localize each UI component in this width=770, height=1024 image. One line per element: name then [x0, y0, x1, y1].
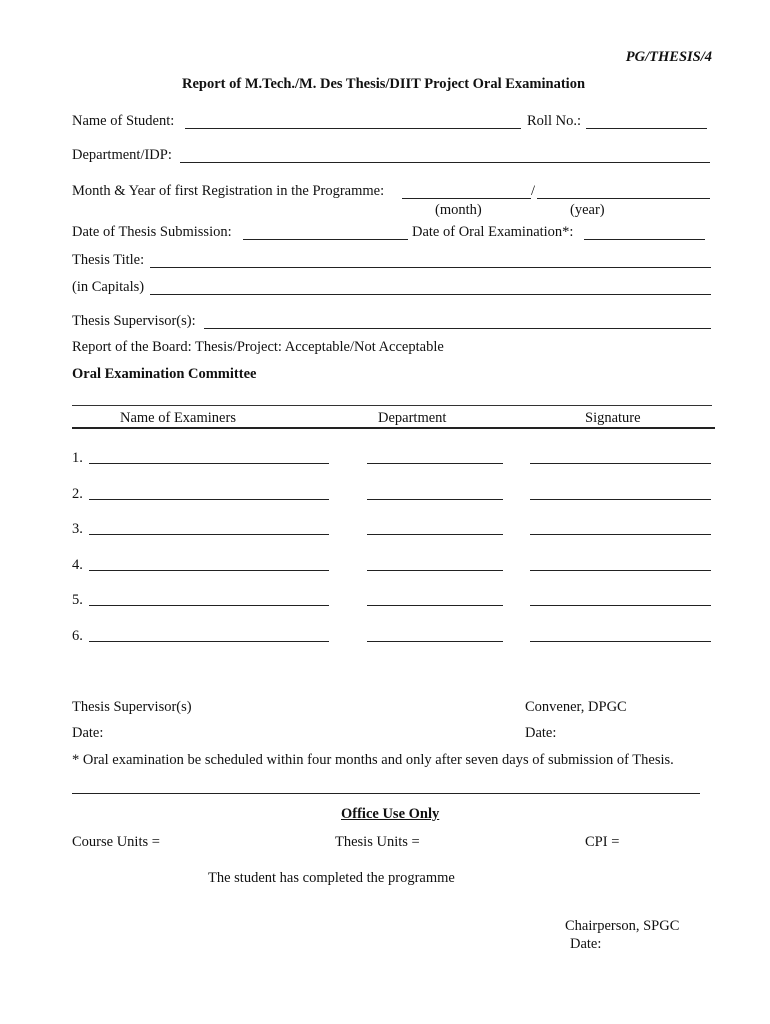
oral-date-field[interactable]	[584, 239, 705, 240]
board-report: Report of the Board: Thesis/Project: Acceptable/Not Acceptable	[72, 339, 444, 355]
capitals-label: (in Capitals)	[72, 279, 145, 295]
registration-separator: /	[531, 183, 536, 199]
supervisor-date-label: Date:	[72, 725, 104, 741]
chairperson-date-label: Date:	[570, 936, 602, 952]
examiner-name-field[interactable]	[89, 463, 329, 464]
office-divider	[72, 793, 700, 794]
examiner-signature-field[interactable]	[530, 534, 711, 535]
examiner-name-field[interactable]	[89, 641, 329, 642]
thesis-title-capitals-field[interactable]	[150, 294, 711, 295]
submission-date-field[interactable]	[243, 239, 408, 240]
examiner-name-field[interactable]	[89, 570, 329, 571]
examiner-name-field[interactable]	[89, 534, 329, 535]
completion-statement: The student has completed the programme	[208, 870, 455, 886]
form-code: PG/THESIS/4	[625, 49, 712, 65]
submission-date-label: Date of Thesis Submission:	[72, 224, 232, 240]
examiner-department-field[interactable]	[367, 499, 503, 500]
footnote: * Oral examination be scheduled within four months and only after seven days of submission of Thesis.	[72, 752, 674, 768]
supervisor-field[interactable]	[204, 328, 711, 329]
registration-label: Month & Year of first Registration in the Programme:	[72, 183, 385, 199]
examiner-signature-field[interactable]	[530, 641, 711, 642]
oral-date-label: Date of Oral Examination*:	[412, 224, 574, 240]
committee-table-header-rule	[72, 427, 715, 429]
examiner-department-field[interactable]	[367, 570, 503, 571]
examiner-row-number: 4.	[72, 557, 83, 573]
student-name-label: Name of Student:	[72, 113, 175, 129]
thesis-units-label: Thesis Units =	[335, 834, 420, 850]
supervisor-signature-label: Thesis Supervisor(s)	[72, 699, 192, 715]
convener-date-label: Date:	[525, 725, 557, 741]
chairperson-label: Chairperson, SPGC	[565, 918, 680, 934]
examiner-signature-field[interactable]	[530, 463, 711, 464]
examiner-name-field[interactable]	[89, 499, 329, 500]
year-hint: (year)	[570, 202, 605, 218]
department-label: Department/IDP:	[72, 147, 172, 163]
examiner-department-field[interactable]	[367, 605, 503, 606]
examiner-row-number: 6.	[72, 628, 83, 644]
student-name-field[interactable]	[185, 128, 521, 129]
examiner-name-field[interactable]	[89, 605, 329, 606]
supervisor-label: Thesis Supervisor(s):	[72, 313, 196, 329]
thesis-title-field[interactable]	[150, 267, 711, 268]
course-units-label: Course Units =	[72, 834, 160, 850]
committee-heading: Oral Examination Committee	[72, 366, 257, 382]
column-examiners: Name of Examiners	[120, 410, 236, 426]
office-heading: Office Use Only	[341, 806, 440, 822]
examiner-department-field[interactable]	[367, 641, 503, 642]
examiner-row-number: 5.	[72, 592, 83, 608]
examiner-signature-field[interactable]	[530, 605, 711, 606]
month-hint: (month)	[435, 202, 482, 218]
examiner-signature-field[interactable]	[530, 570, 711, 571]
column-department: Department	[378, 410, 447, 426]
convener-signature-label: Convener, DPGC	[525, 699, 627, 715]
thesis-title-label: Thesis Title:	[72, 252, 145, 268]
examiner-row-number: 3.	[72, 521, 83, 537]
form-title: Report of M.Tech./M. Des Thesis/DIIT Project Oral Examination	[182, 76, 586, 92]
cpi-label: CPI =	[585, 834, 620, 850]
examiner-row-number: 2.	[72, 486, 83, 502]
registration-month-field[interactable]	[402, 198, 531, 199]
examiner-signature-field[interactable]	[530, 499, 711, 500]
roll-no-label: Roll No.:	[527, 113, 581, 129]
examiner-row-number: 1.	[72, 450, 83, 466]
examiner-department-field[interactable]	[367, 534, 503, 535]
examiner-department-field[interactable]	[367, 463, 503, 464]
department-field[interactable]	[180, 162, 710, 163]
column-signature: Signature	[585, 410, 641, 426]
registration-year-field[interactable]	[537, 198, 710, 199]
roll-no-field[interactable]	[586, 128, 707, 129]
committee-table-top-rule	[72, 405, 712, 406]
